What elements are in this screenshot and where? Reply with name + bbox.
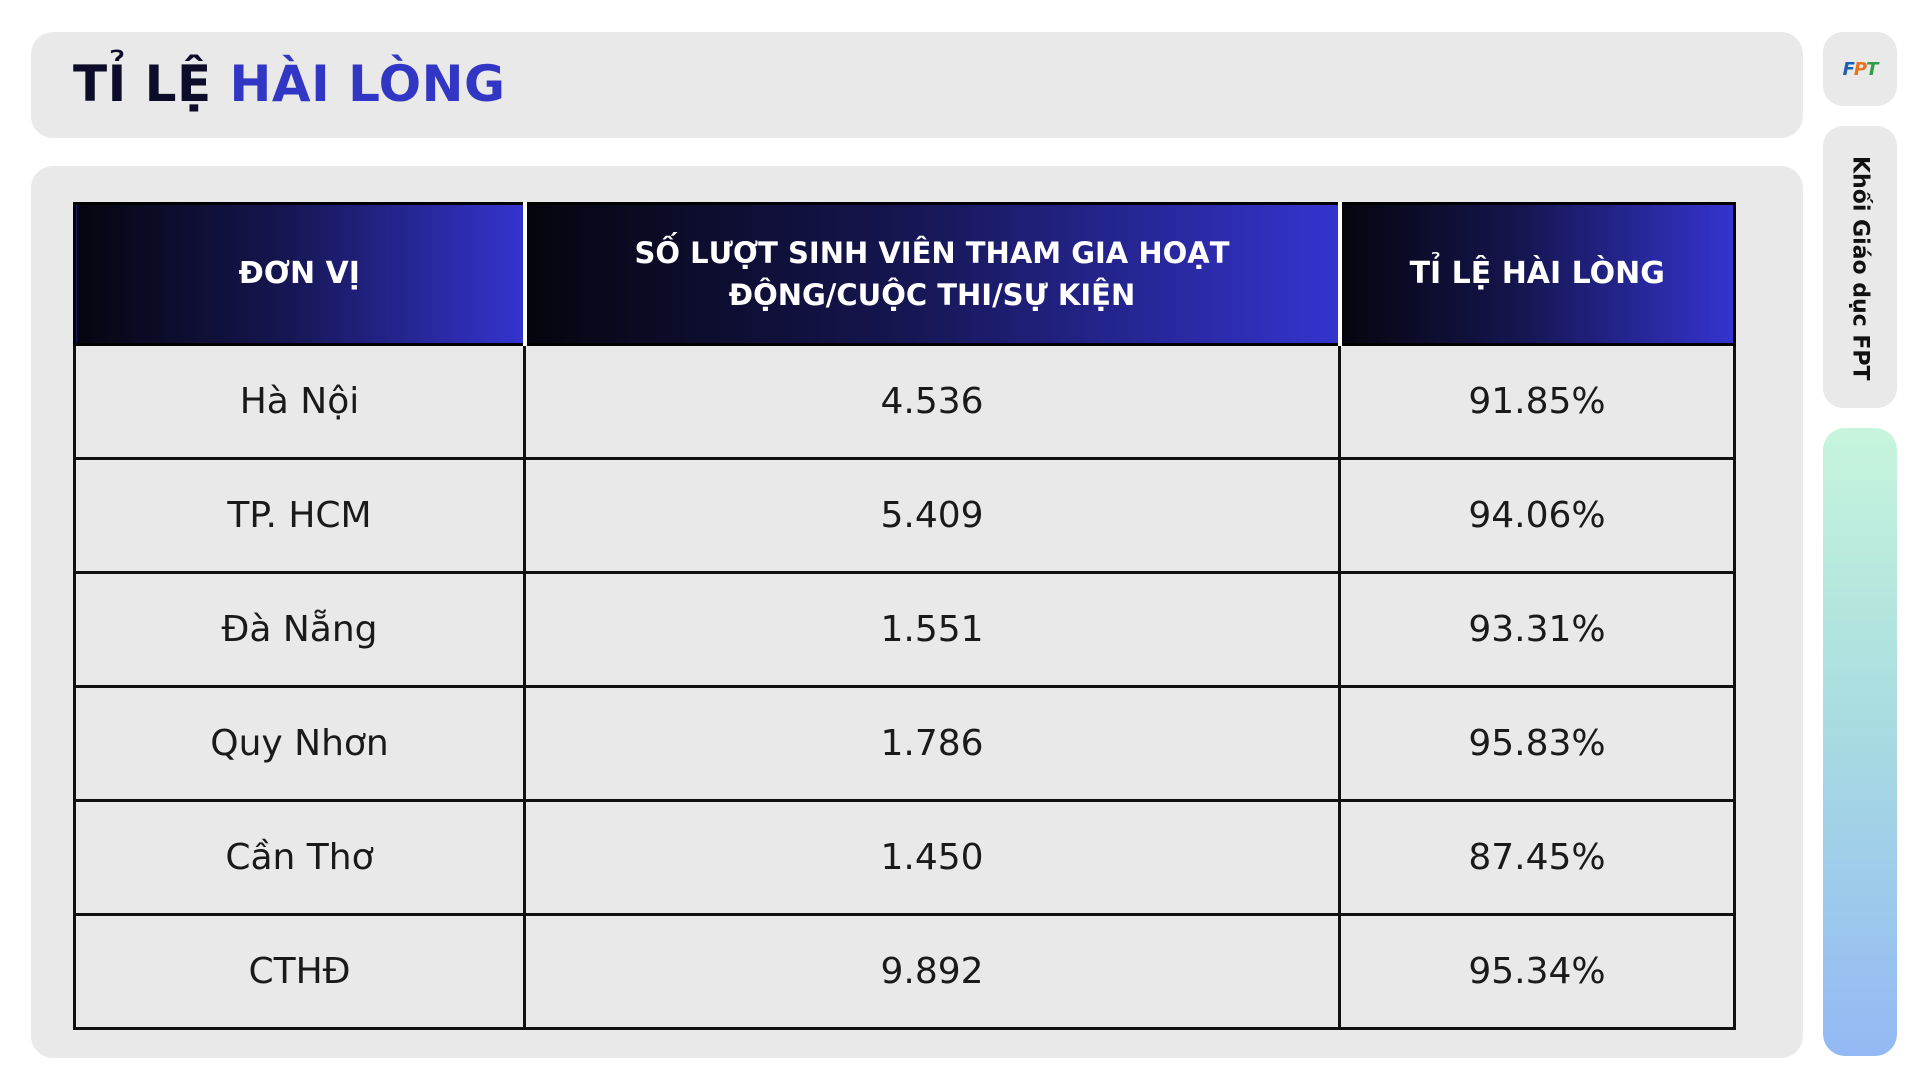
page-title: [73, 54, 506, 114]
cell-satisfaction: 95.83%: [1340, 687, 1735, 801]
cell-satisfaction: 91.85%: [1340, 345, 1735, 459]
cell-participants: 1.551: [525, 573, 1340, 687]
logo-letter-t: T: [1866, 58, 1878, 80]
cell-satisfaction: 95.34%: [1340, 915, 1735, 1029]
cell-participants: 1.450: [525, 801, 1340, 915]
column-header-satisfaction: TỈ LỆ HÀI LÒNG: [1340, 204, 1735, 345]
cell-participants: 5.409: [525, 459, 1340, 573]
cell-participants: 1.786: [525, 687, 1340, 801]
cell-unit: Đà Nẵng: [75, 573, 525, 687]
decorative-gradient-bar: [1823, 428, 1897, 1056]
cell-satisfaction: 93.31%: [1340, 573, 1735, 687]
table-header-row: [75, 204, 1735, 345]
cell-satisfaction: 94.06%: [1340, 459, 1735, 573]
table-row: [75, 915, 1735, 1029]
table-row: [75, 459, 1735, 573]
cell-satisfaction: 87.45%: [1340, 801, 1735, 915]
satisfaction-table: [73, 202, 1736, 1030]
cell-unit: Quy Nhơn: [75, 687, 525, 801]
logo-letter-f: F: [1842, 58, 1854, 80]
title-bar: [31, 32, 1803, 138]
table-row: [75, 345, 1735, 459]
cell-unit: TP. HCM: [75, 459, 525, 573]
cell-unit: CTHĐ: [75, 915, 525, 1029]
title-part-dark: TỈ LỆ: [73, 55, 230, 113]
fpt-logo-icon: [1823, 32, 1897, 106]
table-row: [75, 801, 1735, 915]
org-label: Khối Giáo dục FPT: [1847, 156, 1873, 381]
cell-participants: 9.892: [525, 915, 1340, 1029]
content-panel: [31, 166, 1803, 1058]
fpt-logo-text: [1843, 59, 1878, 80]
table-row: [75, 687, 1735, 801]
table-row: [75, 573, 1735, 687]
logo-letter-p: P: [1853, 58, 1867, 80]
title-part-accent: HÀI LÒNG: [229, 55, 506, 113]
column-header-participants: SỐ LƯỢT SINH VIÊN THAM GIA HOẠT ĐỘNG/CUỘC THI/SỰ KIỆN: [525, 204, 1340, 345]
cell-participants: 4.536: [525, 345, 1340, 459]
cell-unit: Cần Thơ: [75, 801, 525, 915]
org-label-card: [1823, 126, 1897, 408]
column-header-unit: ĐƠN VỊ: [75, 204, 525, 345]
cell-unit: Hà Nội: [75, 345, 525, 459]
